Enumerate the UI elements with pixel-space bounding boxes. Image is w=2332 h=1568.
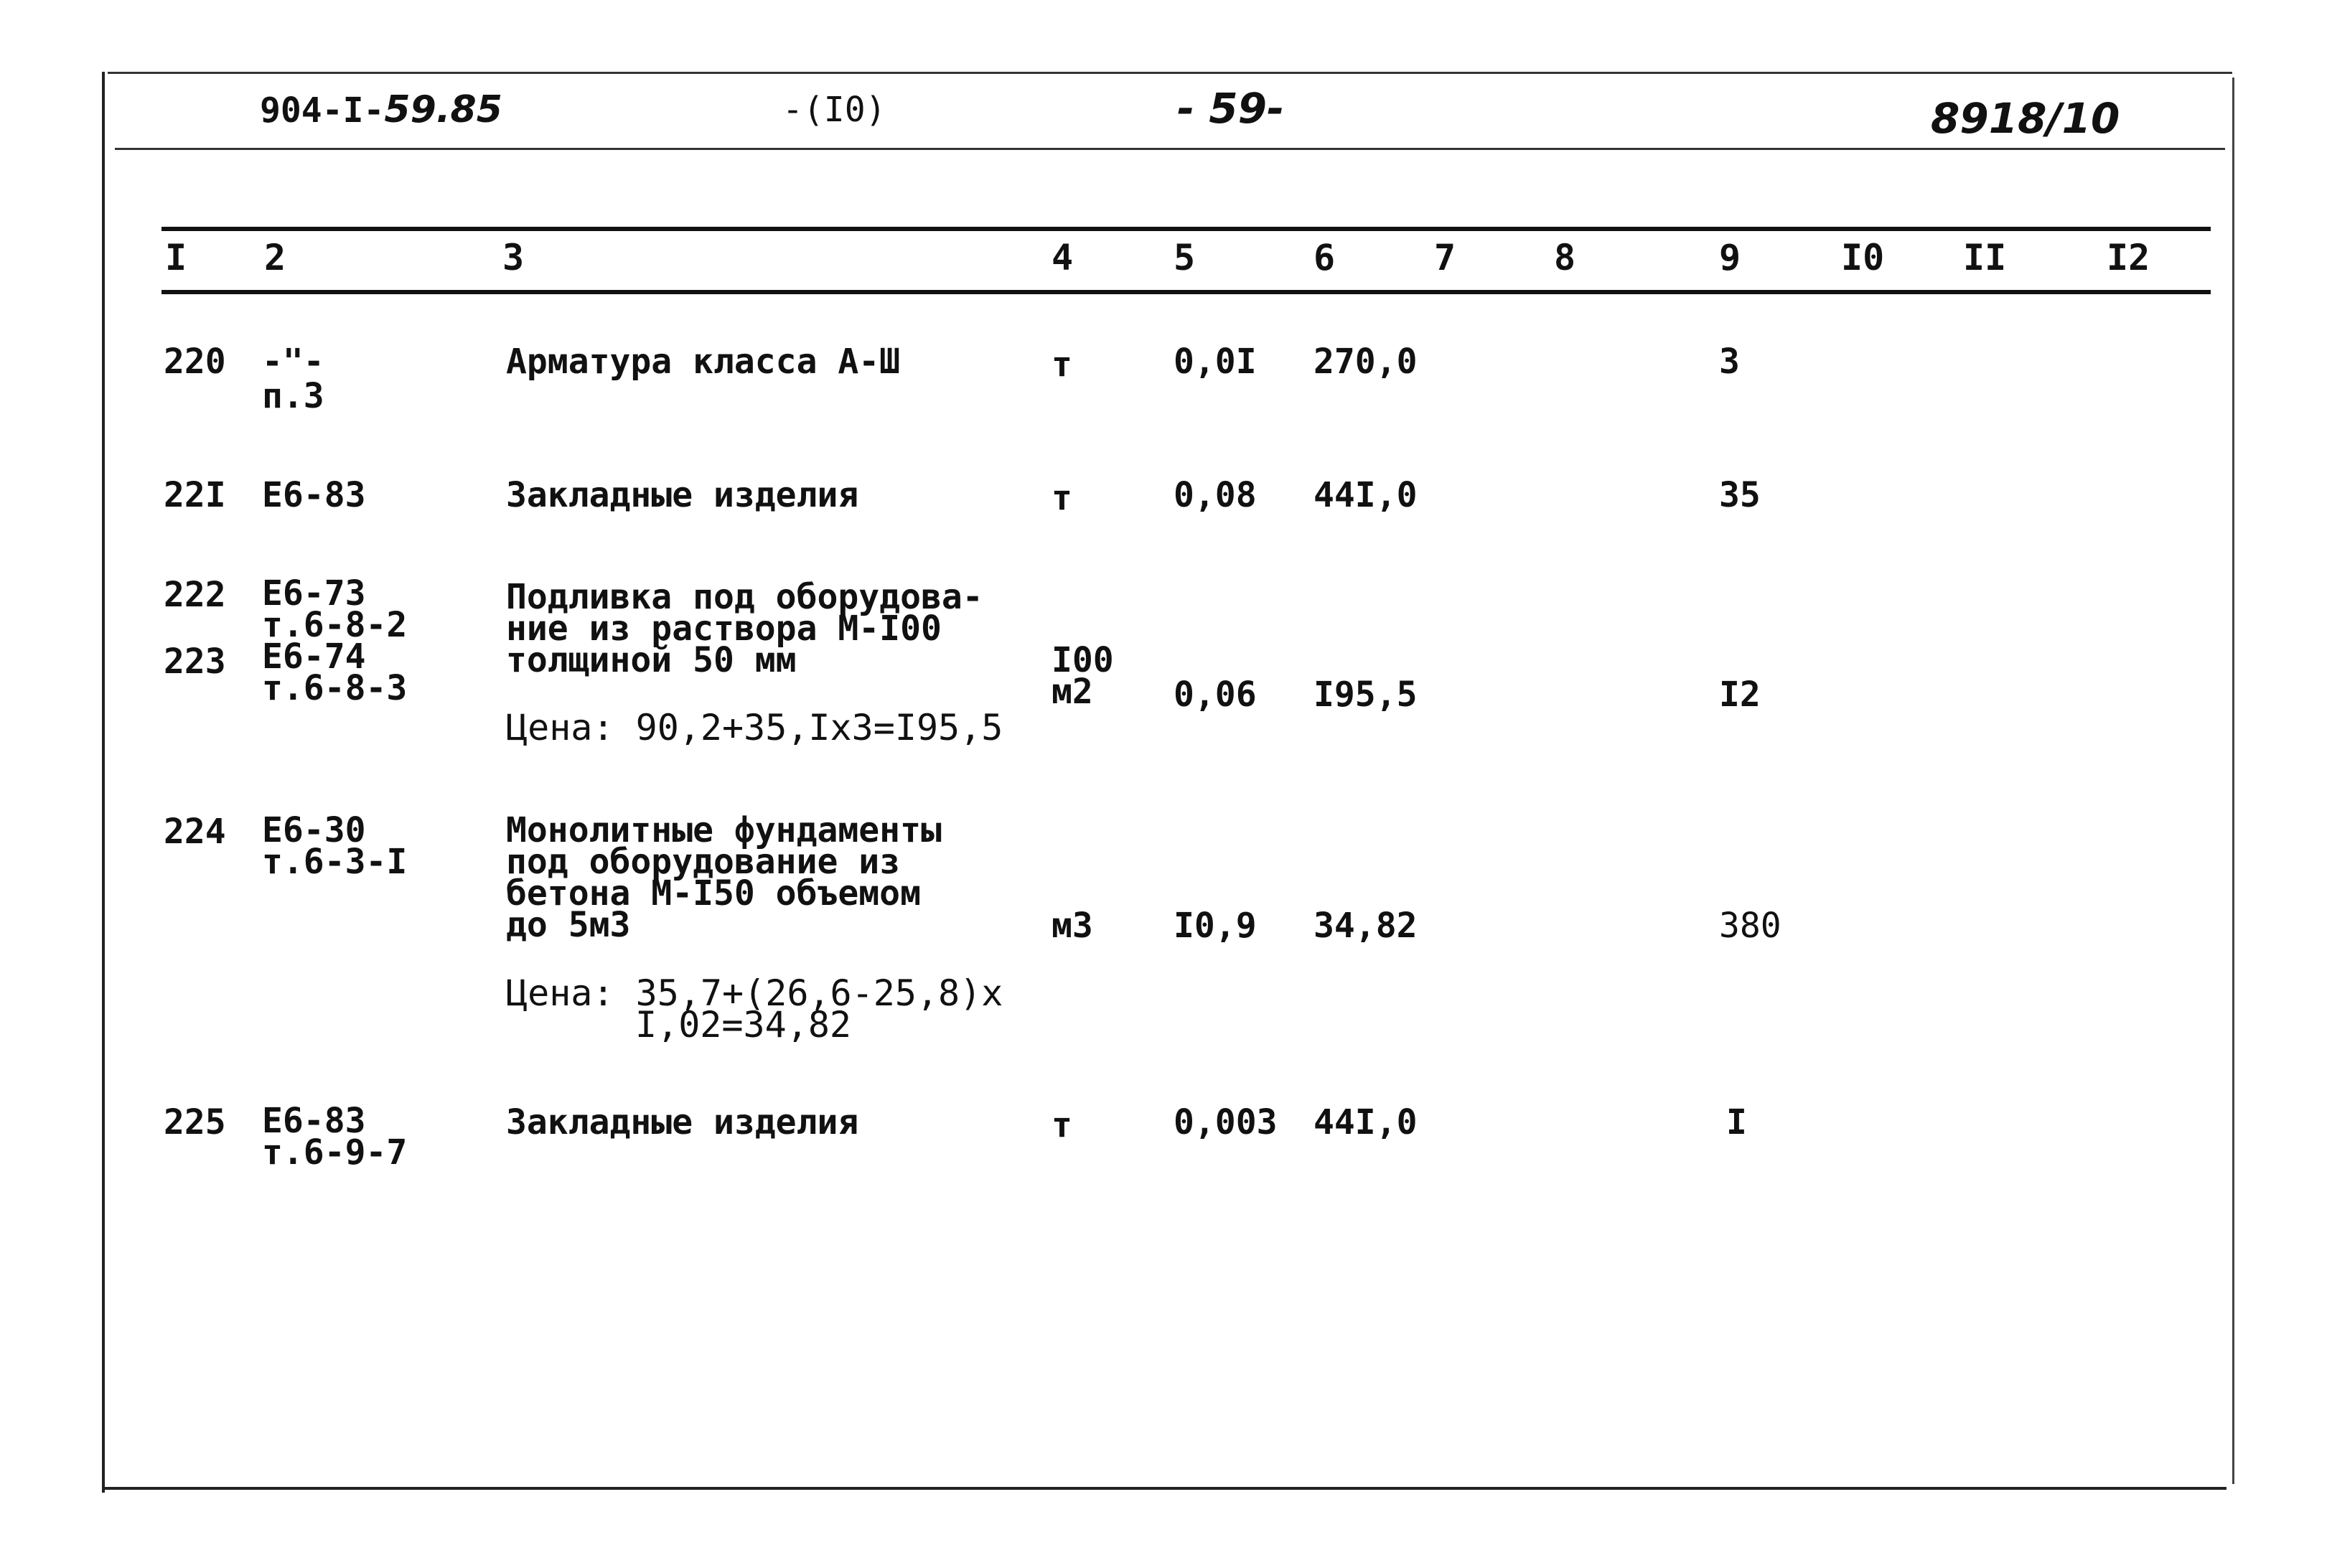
row-description	[506, 475, 859, 515]
reference-line: п.3	[262, 376, 324, 416]
unit-line: т	[1052, 1105, 1072, 1145]
unit-line: т	[1052, 344, 1072, 385]
description-line: Арматура класса А-Ш	[506, 342, 901, 382]
header-divider	[115, 148, 2225, 150]
price-note-line: I,02=34,82	[635, 1004, 852, 1046]
table-top-rule	[161, 227, 2211, 231]
doc-code	[260, 88, 502, 131]
row-quantity: 0,06	[1174, 675, 1257, 715]
row-quantity: 0,08	[1174, 475, 1257, 515]
frame-top-border	[108, 72, 2232, 74]
row-description	[506, 1102, 859, 1142]
row-number	[164, 475, 226, 515]
page-number: - 59-	[1177, 84, 1285, 133]
col-header-1: I	[165, 237, 187, 278]
row-col9: 3	[1719, 342, 1740, 382]
description-line: Закладные изделия	[506, 475, 859, 515]
row-col9: 380	[1719, 906, 1781, 946]
description-line: толщиной 50 мм	[506, 640, 797, 680]
reference-line: Е6-73	[262, 573, 366, 614]
row-reference	[262, 810, 408, 882]
reference-line: Е6-74	[262, 637, 366, 677]
description-line: Подливка под оборудова-	[506, 577, 983, 617]
sheet-part: -(I0)	[782, 90, 886, 130]
row-reference	[262, 573, 408, 708]
row-quantity: 0,0I	[1174, 342, 1257, 382]
row-unit	[1052, 344, 1072, 385]
reference-line: т.6-8-3	[262, 668, 408, 708]
row-unit	[1052, 1105, 1072, 1145]
col-header-9: 9	[1719, 237, 1741, 278]
col-header-12: I2	[2107, 237, 2150, 278]
col-header-5: 5	[1174, 237, 1196, 278]
row-price: 270,0	[1313, 342, 1418, 382]
col-header-4: 4	[1052, 237, 1074, 278]
reference-line: Е6-83	[262, 475, 366, 515]
row-unit	[1052, 478, 1072, 518]
col-header-3: 3	[502, 237, 525, 278]
reference-line: Е6-83	[262, 1101, 366, 1141]
row-unit	[1052, 906, 1093, 946]
unit-line: м2	[1052, 672, 1093, 712]
description-line: Монолитные фундаменты	[506, 810, 942, 850]
price-note	[506, 972, 1003, 1046]
col-header-11: II	[1963, 237, 2007, 278]
row-reference	[262, 342, 324, 416]
col-header-7: 7	[1434, 237, 1456, 278]
doc-code-prefix: 904-I-	[260, 90, 385, 131]
reference-line: т.6-3-I	[262, 842, 408, 882]
row-unit	[1052, 640, 1114, 712]
reference-line: т.6-9-7	[262, 1132, 408, 1173]
doc-code-handwritten: 59.85	[384, 88, 502, 131]
row-number-line: 223	[164, 642, 226, 682]
description-line: под оборудование из	[506, 842, 901, 882]
row-number	[164, 642, 226, 682]
description-line: ние из раствора М-I00	[506, 609, 942, 649]
archive-number: 8918/10	[1931, 94, 2120, 143]
description-line: до 5м3	[506, 905, 631, 945]
row-number	[164, 575, 226, 615]
unit-line: I00	[1052, 640, 1114, 680]
row-quantity: I0,9	[1174, 906, 1257, 946]
unit-line: м3	[1052, 906, 1093, 946]
col-header-8: 8	[1554, 237, 1576, 278]
row-col9: 35	[1719, 475, 1761, 515]
row-number-line: 225	[164, 1102, 226, 1142]
reference-line: -"-	[262, 342, 324, 382]
row-reference	[262, 475, 366, 515]
row-number-line: 22I	[164, 475, 226, 515]
row-number	[164, 1102, 226, 1142]
row-reference	[262, 1101, 408, 1173]
row-number	[164, 812, 226, 852]
row-number	[164, 342, 226, 382]
description-line: Закладные изделия	[506, 1102, 859, 1142]
col-header-2: 2	[264, 237, 286, 278]
price-note: Цена: 90,2+35,Iх3=I95,5	[506, 707, 1003, 748]
row-price: 44I,0	[1313, 1102, 1418, 1142]
frame-right-border	[2232, 78, 2234, 1484]
row-price: 34,82	[1313, 906, 1418, 946]
reference-line: Е6-30	[262, 810, 366, 850]
row-number-line: 222	[164, 575, 226, 615]
col-header-6: 6	[1313, 237, 1336, 278]
unit-line: т	[1052, 478, 1072, 518]
row-description	[506, 577, 983, 680]
row-col9: I	[1726, 1102, 1747, 1142]
row-number-line: 224	[164, 812, 226, 852]
row-description	[506, 810, 942, 945]
frame-left-border	[102, 72, 105, 1493]
table-header-rule	[161, 290, 2211, 294]
row-price: 44I,0	[1313, 475, 1418, 515]
description-line: бетона М-I50 объемом	[506, 873, 921, 914]
col-header-10: I0	[1841, 237, 1885, 278]
frame-bottom-border	[102, 1487, 2226, 1490]
row-quantity: 0,003	[1174, 1102, 1278, 1142]
row-price: I95,5	[1313, 675, 1418, 715]
row-description	[506, 342, 901, 382]
reference-line: т.6-8-2	[262, 605, 408, 645]
price-note-line: Цена: 35,7+(26,6-25,8)х	[506, 972, 1003, 1014]
row-number-line: 220	[164, 342, 226, 382]
row-col9: I2	[1719, 675, 1761, 715]
